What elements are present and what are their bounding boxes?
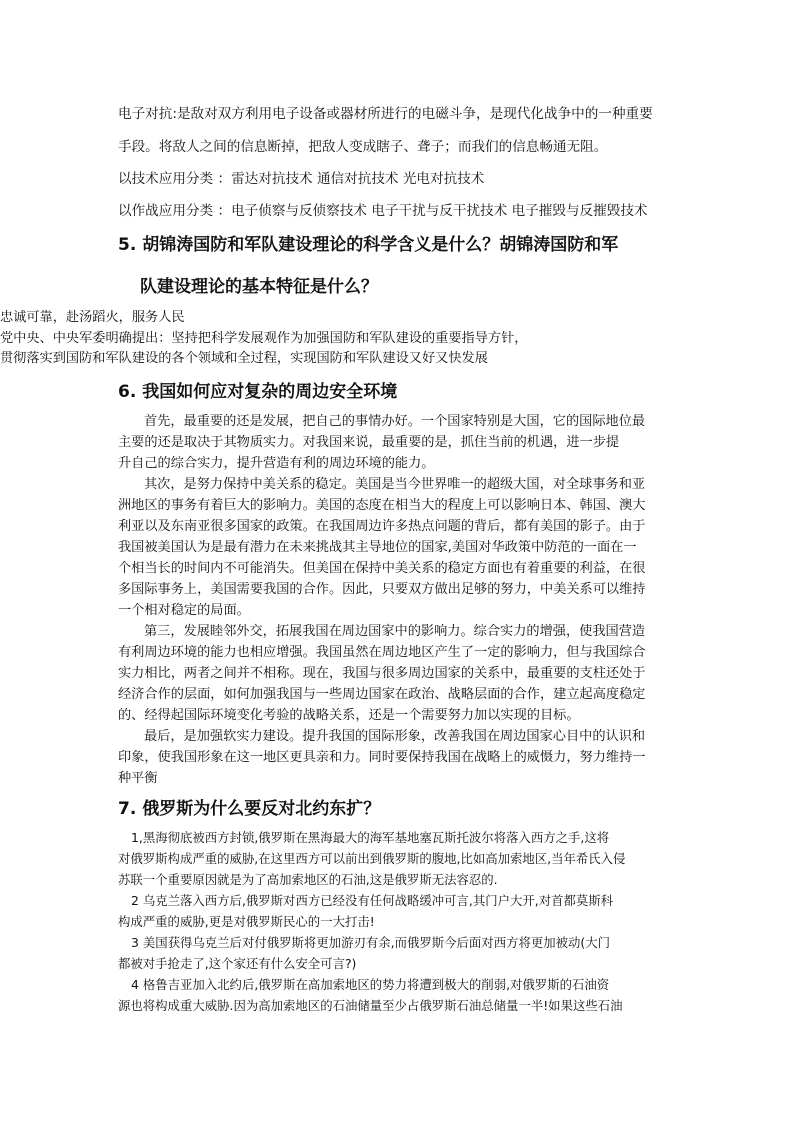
question-7-point-4-line-2: 源也将构成重大威胁.因为高加索地区的石油储量至少占俄罗斯石油总储量一半!如果这些石油 (118, 998, 623, 1013)
question-5-answer-line-1: 忠诚可靠，赴汤蹈火，服务人民 (0, 310, 185, 325)
question-6-para-2-line-7: 一个相对稳定的局面。 (118, 603, 250, 618)
question-5-heading-line-1: 5. 胡锦涛国防和军队建设理论的科学含义是什么？胡锦涛国防和军 (118, 235, 619, 255)
question-6-para-3-line-1: 第三，发展睦邻外交，拓展我国在周边国家中的影响力。综合实力的增强，使我国营造 (144, 624, 646, 639)
question-5-answer-line-2: 党中央、中央军委明确提出：坚持把科学发展观作为加强国防和军队建设的重要指导方针， (0, 331, 528, 346)
question-6-para-1-line-3: 升自己的综合实力，提升营造有利的周边环境的能力。 (118, 456, 435, 471)
question-7-point-1-line-1: 1,黑海彻底被西方封锁,俄罗斯在黑海最大的海军基地塞瓦斯托波尔将落入西方之手,这将 (131, 830, 610, 845)
question-6-para-1-line-1: 首先，最重要的还是发展，把自己的事情办好。一个国家特别是大国，它的国际地位最 (144, 414, 646, 429)
question-7-point-2-line-2: 构成严重的威胁,更是对俄罗斯民心的一大打击! (118, 914, 375, 929)
question-6-para-2-line-2: 洲地区的事务有着巨大的影响力。美国的态度在相当大的程度上可以影响日本、韩国、澳大 (118, 498, 646, 513)
question-6-heading: 6. 我国如何应对复杂的周边安全环境 (118, 382, 398, 402)
question-6-para-4-line-3: 种平衡 (118, 771, 158, 786)
question-6-para-2-line-6: 多国际事务上，美国需要我国的合作。因此，只要双方做出足够的努力，中美关系可以维持 (118, 582, 646, 597)
question-7-point-3-line-2: 都被对手抢走了,这个家还有什么安全可言?) (118, 956, 357, 971)
question-6-para-2-line-4: 我国被美国认为是最有潜力在未来挑战其主导地位的国家,美国对华政策中防范的一面在一 (118, 540, 637, 555)
question-6-para-3-line-2: 有利周边环境的能力也相应增强。我国虽然在周边地区产生了一定的影响力，但与我国综合 (118, 645, 646, 660)
question-5-answer-line-3: 贯彻落实到国防和军队建设的各个领域和全过程，实现国防和军队建设又好又快发展 (0, 351, 488, 366)
ecm-definition-line-2: 手段。将敌人之间的信息断掉，把敌人变成瞎子、聋子；而我们的信息畅通无阻。 (118, 139, 608, 155)
question-7-point-1-line-2: 对俄罗斯构成严重的威胁,在这里西方可以前出到俄罗斯的腹地,比如高加索地区,当年希氏入侵 (118, 851, 626, 866)
question-6-para-1-line-2: 主要的还是取决于其物质实力。对我国来说，最重要的是，抓住当前的机遇，进一步提 (118, 435, 620, 450)
question-6-para-4-line-2: 印象，使我国形象在这一地区更具亲和力。同时要保持我国在战略上的威慑力，努力维持一 (118, 750, 646, 765)
ecm-definition-line-1: 电子对抗:是敌对双方利用电子设备或器材所进行的电磁斗争，是现代化战争中的一种重要 (118, 106, 653, 122)
ecm-technology-classification: 以技术应用分类 ：雷达对抗技术 通信对抗技术 光电对抗技术 (118, 171, 485, 187)
question-7-point-3-line-1: 3 美国获得乌克兰后对付俄罗斯将更加游刃有余,而俄罗斯今后面对西方将更加被动(大门 (131, 935, 611, 950)
question-6-para-3-line-5: 的、经得起国际环境变化考验的战略关系，还是一个需要努力加以实现的目标。 (118, 708, 580, 723)
ecm-operation-classification: 以作战应用分类 ：电子侦察与反侦察技术 电子干扰与反干扰技术 电子摧毁与反摧毁技术 (118, 203, 648, 219)
question-7-point-2-line-1: 2 乌克兰落入西方后,俄罗斯对西方已经没有任何战略缓冲可言,其门户大开,对首都莫斯科 (131, 893, 614, 908)
question-7-heading: 7. 俄罗斯为什么要反对北约东扩？ (118, 799, 381, 819)
question-6-para-3-line-4: 经济合作的层面，如何加强我国与一些周边国家在政治、战略层面的合作，建立起高度稳定 (118, 687, 646, 702)
question-6-para-4-line-1: 最后，是加强软实力建设。提升我国的国际形象，改善我国在周边国家心目中的认识和 (144, 729, 646, 744)
question-6-para-3-line-3: 实力相比，两者之间并不相称。现在，我国与很多周边国家的关系中，最重要的支柱还处于 (118, 666, 646, 681)
question-7-point-1-line-3: 苏联一个重要原因就是为了高加索地区的石油,这是俄罗斯无法容忍的. (118, 872, 498, 887)
question-6-para-2-line-1: 其次，是努力保持中美关系的稳定。美国是当今世界唯一的超级大国，对全球事务和亚 (144, 477, 646, 492)
question-5-heading-line-2: 队建设理论的基本特征是什么？ (140, 277, 378, 297)
question-7-point-4-line-1: 4 格鲁吉亚加入北约后,俄罗斯在高加索地区的势力将遭到极大的削弱,对俄罗斯的石油资 (131, 977, 610, 992)
question-6-para-2-line-3: 利亚以及东南亚很多国家的政策。在我国周边许多热点问题的背后，都有美国的影子。由于 (118, 519, 646, 534)
question-6-para-2-line-5: 个相当长的时间内不可能消失。但美国在保持中美关系的稳定方面也有着重要的利益，在很 (118, 561, 646, 576)
